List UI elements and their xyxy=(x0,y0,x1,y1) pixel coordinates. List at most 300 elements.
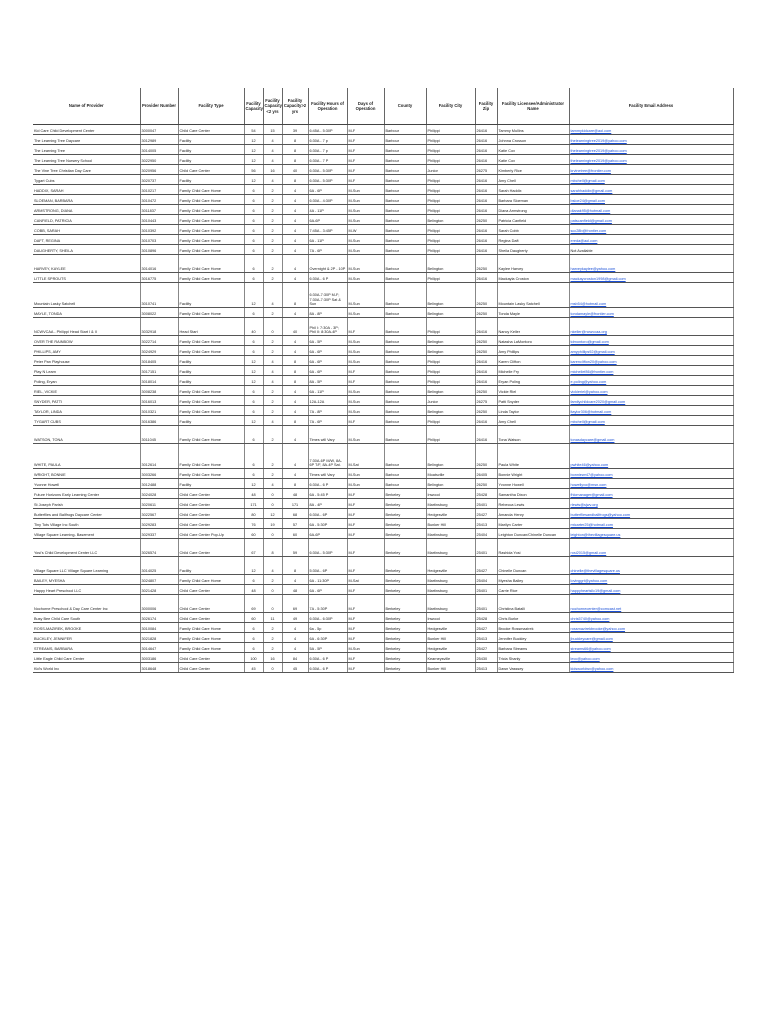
provider-number-cell: 3016013 xyxy=(140,396,178,406)
days-cell: M-F xyxy=(347,509,384,519)
hours-cell: 6A - 6P xyxy=(308,585,347,595)
email-link[interactable]: fhlcmanager@gmail.com xyxy=(570,493,613,498)
header-county: County xyxy=(384,88,426,125)
capacity-cell: 48 xyxy=(244,585,263,595)
administrator-cell: Katie Cox xyxy=(497,145,569,155)
facility-type-cell: Child Care Center xyxy=(178,585,244,595)
hours-cell: 8A - 5P xyxy=(308,376,347,386)
zip-cell: 25413 xyxy=(475,519,497,529)
city-cell: Junior xyxy=(426,165,475,175)
zip-cell: 26250 xyxy=(475,336,497,346)
provider-name-cell: PHILLIPS, AMY xyxy=(33,346,140,356)
capacity-over-2-cell: 4 xyxy=(282,469,308,479)
days-cell: M-Sun xyxy=(347,643,384,653)
email-link[interactable]: msb54@hotmail.com xyxy=(570,302,607,307)
hours-cell: 7:45A - 3:45P xyxy=(308,225,347,235)
capacity-under-2-cell: 4 xyxy=(263,155,282,165)
email-link[interactable]: amyphillips92@gmail.com xyxy=(570,350,615,355)
days-cell: M-F xyxy=(347,519,384,529)
zip-cell: 25428 xyxy=(475,613,497,623)
table-row xyxy=(33,125,733,135)
hours-cell: 7A - 6P xyxy=(308,416,347,426)
email-link[interactable]: michellef86@frontier.com xyxy=(570,370,614,375)
facility-type-cell: Head Start xyxy=(178,318,244,336)
county-cell: Barbour xyxy=(384,245,426,255)
city-cell: Martinsburg xyxy=(426,575,475,585)
hours-cell: 6A - 11:30P xyxy=(308,575,347,585)
email-link[interactable]: mbchell@gmail.com xyxy=(570,420,605,425)
facility-type-cell: Facility xyxy=(178,283,244,308)
capacity-over-2-cell: 8 xyxy=(282,356,308,366)
days-cell: M-F xyxy=(347,529,384,539)
county-cell: Barbour xyxy=(384,416,426,426)
county-cell: Berkeley xyxy=(384,643,426,653)
table-row xyxy=(33,356,733,366)
capacity-over-2-cell: 45 xyxy=(282,663,308,673)
capacity-cell: 6 xyxy=(244,346,263,356)
zip-cell: 26416 xyxy=(475,155,497,165)
provider-name-cell: OVER THE RAINBOW xyxy=(33,336,140,346)
county-cell: Berkeley xyxy=(384,529,426,539)
email-link[interactable]: lecc@yahoo.com xyxy=(570,657,600,662)
email-link[interactable]: lovinggrt@yahoo.com xyxy=(570,579,608,584)
days-cell: M-F xyxy=(347,623,384,633)
administrator-cell: Katie Cox xyxy=(497,155,569,165)
city-cell: Belington xyxy=(426,215,475,225)
email-link[interactable]: scc28b@frontier.com xyxy=(570,229,607,234)
capacity-under-2-cell: 4 xyxy=(263,557,282,575)
county-cell: Barbour xyxy=(384,444,426,469)
capacity-cell: 12 xyxy=(244,479,263,489)
county-cell: Barbour xyxy=(384,195,426,205)
county-cell: Berkeley xyxy=(384,623,426,633)
facility-type-cell: Family Child Care Home xyxy=(178,406,244,416)
county-cell: Berkeley xyxy=(384,499,426,509)
capacity-under-2-cell: 0 xyxy=(263,529,282,539)
administrator-cell: Sarah Haddix xyxy=(497,185,569,195)
city-cell: Philippi xyxy=(426,245,475,255)
capacity-cell: 6 xyxy=(244,575,263,585)
capacity-cell: 6 xyxy=(244,225,263,235)
provider-number-cell: 3022714 xyxy=(140,336,178,346)
hours-cell: 6A - 5P xyxy=(308,336,347,346)
provider-name-cell: CANFIELD, PATRICIA xyxy=(33,215,140,225)
header-provider-name: Name of Provider xyxy=(33,88,140,125)
administrator-cell: Yvonne Howell xyxy=(497,479,569,489)
provider-name-cell: Kid's World Inc xyxy=(33,663,140,673)
capacity-cell: 69 xyxy=(244,595,263,613)
email-link[interactable]: kidsworldwv@yahoo.com xyxy=(570,667,614,672)
provider-name-cell: Village Square Learning- Basement xyxy=(33,529,140,539)
email-cell xyxy=(569,205,733,215)
table-row xyxy=(33,273,733,283)
zip-cell: 26416 xyxy=(475,426,497,444)
county-cell: Barbour xyxy=(384,283,426,308)
days-cell: M-Sun xyxy=(347,386,384,396)
table-row xyxy=(33,613,733,623)
capacity-cell: 6 xyxy=(244,273,263,283)
capacity-over-2-cell: 8 xyxy=(282,366,308,376)
capacity-under-2-cell: 4 xyxy=(263,135,282,145)
email-link[interactable]: leighton@thevillagesquare.us xyxy=(570,533,621,538)
facility-type-cell: Facility xyxy=(178,366,244,376)
email-cell xyxy=(569,376,733,386)
email-link[interactable]: mbchell@gmail.com xyxy=(570,179,605,184)
email-link[interactable]: jbuckleycare@gmail.com xyxy=(570,637,613,642)
days-cell: M-F xyxy=(347,155,384,165)
capacity-over-2-cell: 39 xyxy=(282,125,308,135)
header-hours: Facility Hours of Operation xyxy=(308,88,347,125)
capacity-under-2-cell: 2 xyxy=(263,426,282,444)
email-cell xyxy=(569,595,733,613)
zip-cell: 25427 xyxy=(475,509,497,519)
capacity-under-2-cell: 0 xyxy=(263,585,282,595)
email-link[interactable]: mtcarter25@hotmail.com xyxy=(570,523,613,528)
facility-type-cell: Family Child Care Home xyxy=(178,308,244,318)
provider-name-cell: Kid Care Child Development Center xyxy=(33,125,140,135)
capacity-under-2-cell: 2 xyxy=(263,575,282,585)
days-cell: M-Sun xyxy=(347,479,384,489)
county-cell: Barbour xyxy=(384,308,426,318)
email-link[interactable]: chris5740@yahoo.com xyxy=(570,617,610,622)
capacity-cell: 6 xyxy=(244,623,263,633)
hours-cell: 6A - 6P xyxy=(308,346,347,356)
table-row xyxy=(33,444,733,469)
email-cell xyxy=(569,426,733,444)
administrator-cell: Dawn Vasssey xyxy=(497,663,569,673)
capacity-over-2-cell: 4 xyxy=(282,444,308,469)
email-link[interactable]: happyheartsllc19@gmail.com xyxy=(570,589,621,594)
email-cell xyxy=(569,663,733,673)
table-row xyxy=(33,185,733,195)
facility-type-cell: Facility xyxy=(178,356,244,366)
days-cell: M-Sun xyxy=(347,255,384,273)
provider-name-cell: Peter Pan Playhouse xyxy=(33,356,140,366)
provider-number-cell: 3024028 xyxy=(140,489,178,499)
capacity-cell: 40 xyxy=(244,318,263,336)
capacity-over-2-cell: 49 xyxy=(282,613,308,623)
city-cell: Belington xyxy=(426,406,475,416)
capacity-over-2-cell: 4 xyxy=(282,396,308,406)
facility-type-cell: Facility xyxy=(178,557,244,575)
email-link[interactable]: rosi2015@gmail.com xyxy=(570,551,607,556)
facility-type-cell: Facility xyxy=(178,145,244,155)
facility-type-cell: Facility xyxy=(178,155,244,165)
email-link[interactable]: tdmontoro@gmail.com xyxy=(570,340,609,345)
zip-cell: 26416 xyxy=(475,366,497,376)
email-link[interactable]: thelearningtree2019@yahoo.com xyxy=(570,149,627,154)
email-cell xyxy=(569,416,733,426)
table-row xyxy=(33,376,733,386)
header-city: Facility City xyxy=(426,88,475,125)
email-cell xyxy=(569,318,733,336)
email-link[interactable]: karenclifton20@yahoo.com xyxy=(570,360,617,365)
facility-type-cell: Family Child Care Home xyxy=(178,245,244,255)
email-link[interactable]: thelearningtree2019@yahoo.com xyxy=(570,159,627,164)
table-row xyxy=(33,663,733,673)
facility-type-cell: Family Child Care Home xyxy=(178,215,244,225)
city-cell: Martinsburg xyxy=(426,585,475,595)
zip-cell: 25413 xyxy=(475,663,497,673)
email-cell xyxy=(569,623,733,633)
administrator-cell: Linda Taylor xyxy=(497,406,569,416)
provider-name-cell: DAFT, REGINA xyxy=(33,235,140,245)
capacity-under-2-cell: 8 xyxy=(263,539,282,557)
days-cell: M-F xyxy=(347,135,384,145)
header-capacity-under-2: Facility Capacity <2 yrs xyxy=(263,88,282,125)
email-cell xyxy=(569,633,733,643)
provider-number-cell: 3012989 xyxy=(140,135,178,145)
provider-number-cell: 3010896 xyxy=(140,245,178,255)
email-link[interactable]: bsloe24@gmail.com xyxy=(570,199,605,204)
facility-type-cell: Facility xyxy=(178,376,244,386)
provider-number-cell: 3029337 xyxy=(140,529,178,539)
hours-cell: Times will Vary xyxy=(308,469,347,479)
provider-name-cell: Yosi's Child Development Center LLC xyxy=(33,539,140,557)
city-cell: Martinsburg xyxy=(426,499,475,509)
capacity-under-2-cell: 4 xyxy=(263,376,282,386)
hours-cell: 6:30A - 5:30P xyxy=(308,539,347,557)
capacity-over-2-cell: 4 xyxy=(282,623,308,633)
zip-cell: 26250 xyxy=(475,406,497,416)
hours-cell: 6:30A - 5:30P xyxy=(308,175,347,185)
county-cell: Barbour xyxy=(384,396,426,406)
email-cell xyxy=(569,643,733,653)
email-link[interactable]: harveykaylee@yahoo.com xyxy=(570,267,616,272)
city-cell: Philippi xyxy=(426,225,475,235)
zip-cell: 25430 xyxy=(475,653,497,663)
email-link[interactable]: ereda@aol.com xyxy=(570,239,598,244)
email-cell xyxy=(569,489,733,499)
capacity-cell: 6 xyxy=(244,205,263,215)
email-link[interactable]: chinelle@thevillagesquare.us xyxy=(570,569,620,574)
facility-type-cell: Child Care Center xyxy=(178,509,244,519)
capacity-over-2-cell: 8 xyxy=(282,155,308,165)
city-cell: Philippi xyxy=(426,376,475,386)
capacity-cell: 6 xyxy=(244,444,263,469)
zip-cell: 26416 xyxy=(475,356,497,366)
zip-cell: 26416 xyxy=(475,195,497,205)
provider-number-cell: 3024807 xyxy=(140,575,178,585)
header-provider-number: Provider Number xyxy=(140,88,178,125)
city-cell: Belington xyxy=(426,308,475,318)
provider-name-cell: RIEL, VICKIE xyxy=(33,386,140,396)
email-link[interactable]: tondamayle@frontier.com xyxy=(570,312,614,317)
table-row xyxy=(33,623,733,633)
days-cell: M-Sun xyxy=(347,185,384,195)
capacity-under-2-cell: 0 xyxy=(263,663,282,673)
email-link[interactable]: e.poling@yahoo.com xyxy=(570,380,607,385)
header-capacity-over-2: Facility Capacity>2 yrs xyxy=(282,88,308,125)
provider-number-cell: 3003186 xyxy=(140,653,178,663)
provider-name-cell: The Learning Tree Daycare xyxy=(33,135,140,145)
days-cell: M-Sun xyxy=(347,356,384,366)
provider-name-cell: WHITE, PAULA xyxy=(33,444,140,469)
administrator-cell: Amy Chell xyxy=(497,175,569,185)
provider-name-cell: DAUGHERTY, SHEILA xyxy=(33,245,140,255)
header-administrator: Facility Licensee/Administrator Name xyxy=(497,88,569,125)
administrator-cell: Leighton Duncan/Chinelle Duncan xyxy=(497,529,569,539)
capacity-under-2-cell: 11 xyxy=(263,613,282,623)
capacity-cell: 6 xyxy=(244,245,263,255)
capacity-under-2-cell: 2 xyxy=(263,255,282,273)
capacity-over-2-cell: 8 xyxy=(282,416,308,426)
capacity-under-2-cell: 2 xyxy=(263,623,282,633)
capacity-over-2-cell: 4 xyxy=(282,245,308,255)
capacity-over-2-cell: 4 xyxy=(282,336,308,346)
days-cell: M-Sun xyxy=(347,396,384,406)
email-link[interactable]: mackaycroston1998@gmail.com xyxy=(570,277,626,282)
capacity-under-2-cell: 2 xyxy=(263,185,282,195)
zip-cell: 25413 xyxy=(475,633,497,643)
facility-type-cell: Family Child Care Home xyxy=(178,235,244,245)
hours-cell: 6A - 6P xyxy=(308,366,347,376)
header-facility-type: Facility Type xyxy=(178,88,244,125)
capacity-cell: 48 xyxy=(244,489,263,499)
email-cell xyxy=(569,185,733,195)
email-link[interactable]: tonasdaycare@gmail.com xyxy=(570,438,615,443)
city-cell: Inwood xyxy=(426,489,475,499)
zip-cell: 26416 xyxy=(475,273,497,283)
email-link[interactable]: tammykidcare@aol.com xyxy=(570,129,612,134)
capacity-under-2-cell: 2 xyxy=(263,215,282,225)
provider-name-cell: Butterflies and Ballfrogs Daycare Center xyxy=(33,509,140,519)
days-cell: M-Sat xyxy=(347,444,384,469)
provider-name-cell: Tygart Cubs xyxy=(33,175,140,185)
email-link[interactable]: rossmazirekbrooke@yahoo.com xyxy=(570,627,626,632)
days-cell: M-F xyxy=(347,416,384,426)
email-link[interactable]: howellyvo@msn.com xyxy=(570,483,607,488)
email-cell xyxy=(569,283,733,308)
email-link[interactable]: sarahhaddix@gmail.com xyxy=(570,189,613,194)
provider-number-cell: 3026574 xyxy=(140,539,178,557)
city-cell: Philippi xyxy=(426,366,475,376)
header-zip: Facility Zip xyxy=(475,88,497,125)
email-link[interactable]: patscanfield@gmail.com xyxy=(570,219,612,224)
city-cell: Philippi xyxy=(426,155,475,165)
table-row xyxy=(33,426,733,444)
city-cell: Belington xyxy=(426,255,475,273)
zip-cell: 26416 xyxy=(475,245,497,255)
provider-number-cell: 3014016 xyxy=(140,255,178,273)
capacity-under-2-cell: 2 xyxy=(263,633,282,643)
days-cell: M-F xyxy=(347,489,384,499)
email-link[interactable]: ltaylor306@hotmail.com xyxy=(570,410,612,415)
hours-cell: 6A - 5:45 P xyxy=(308,489,347,499)
city-cell: Kearneysville xyxy=(426,653,475,663)
capacity-cell: 60 xyxy=(244,529,263,539)
email-link[interactable]: bonniewr47@yahoo.com xyxy=(570,473,613,478)
capacity-under-2-cell: 2 xyxy=(263,346,282,356)
table-row xyxy=(33,509,733,519)
capacity-under-2-cell: 16 xyxy=(263,653,282,663)
capacity-under-2-cell: 19 xyxy=(263,519,282,529)
provider-number-cell: 3008022 xyxy=(140,308,178,318)
email-link[interactable]: rlewis@sjwv.org xyxy=(570,503,598,508)
provider-table xyxy=(33,88,734,673)
administrator-cell: Amy Chell xyxy=(497,416,569,426)
administrator-cell: Amanda Henry xyxy=(497,509,569,519)
email-link[interactable]: krvinetree@frontier.com xyxy=(570,169,611,174)
email-link[interactable]: vickieriel@yahoo.com xyxy=(570,390,608,395)
capacity-over-2-cell: 8 xyxy=(282,376,308,386)
zip-cell: 26405 xyxy=(475,469,497,479)
zip-cell: 26250 xyxy=(475,346,497,356)
county-cell: Barbour xyxy=(384,406,426,416)
email-link[interactable]: nochornecenter@comcast.net xyxy=(570,607,622,612)
capacity-under-2-cell: 4 xyxy=(263,356,282,366)
provider-number-cell: 3029283 xyxy=(140,519,178,529)
administrator-cell: Johnna Crosson xyxy=(497,135,569,145)
email-link[interactable]: thelearningtree2019@yahoo.com xyxy=(570,139,627,144)
capacity-cell: 6 xyxy=(244,406,263,416)
county-cell: Barbour xyxy=(384,426,426,444)
provider-number-cell: 3010084 xyxy=(140,623,178,633)
email-cell xyxy=(569,499,733,509)
email-cell xyxy=(569,165,733,175)
zip-cell: 26416 xyxy=(475,416,497,426)
email-cell xyxy=(569,336,733,346)
administrator-cell: Chris Burke xyxy=(497,613,569,623)
email-link[interactable]: familychildcare2020@gmail.com xyxy=(570,400,626,405)
county-cell: Barbour xyxy=(384,125,426,135)
city-cell: Philippi xyxy=(426,356,475,366)
provider-name-cell: Little Eagle Child Care Center xyxy=(33,653,140,663)
zip-cell: 25404 xyxy=(475,529,497,539)
provider-number-cell: 3018648 xyxy=(140,663,178,673)
provider-number-cell: 3026174 xyxy=(140,613,178,623)
capacity-over-2-cell: 4 xyxy=(282,215,308,225)
table-row xyxy=(33,519,733,529)
capacity-over-2-cell: 4 xyxy=(282,195,308,205)
administrator-cell: Diana Armstrong xyxy=(497,205,569,215)
capacity-under-2-cell: 2 xyxy=(263,235,282,245)
provider-name-cell: COBB, SARAH xyxy=(33,225,140,235)
email-link[interactable]: nkeller@ncwvcaa.org xyxy=(570,330,607,335)
capacity-cell: 6 xyxy=(244,308,263,318)
provider-name-cell: BAILEY, MYESHA xyxy=(33,575,140,585)
email-link[interactable]: dianak95@hotmail.com xyxy=(570,209,611,214)
city-cell: Philippi xyxy=(426,205,475,215)
email-link[interactable]: pwhite46@yahoo.com xyxy=(570,463,609,468)
hours-cell: 7A - 8P xyxy=(308,406,347,416)
capacity-cell: 6 xyxy=(244,469,263,479)
hours-cell: 6a - 5p xyxy=(308,623,347,633)
zip-cell: 26416 xyxy=(475,145,497,155)
capacity-over-2-cell: 40 xyxy=(282,318,308,336)
capacity-cell: 6 xyxy=(244,643,263,653)
county-cell: Barbour xyxy=(384,145,426,155)
facility-type-cell: Facility xyxy=(178,479,244,489)
capacity-cell: 100 xyxy=(244,653,263,663)
table-row xyxy=(33,308,733,318)
city-cell: Philippi xyxy=(426,175,475,185)
email-link[interactable]: streams66@yahoo.com xyxy=(570,647,611,652)
email-cell xyxy=(569,557,733,575)
table-row xyxy=(33,469,733,479)
days-cell: M-F xyxy=(347,145,384,155)
administrator-cell: Michelle Fry xyxy=(497,366,569,376)
hours-cell: 6A - 6P xyxy=(308,185,347,195)
provider-number-cell: 3012488 xyxy=(140,479,178,489)
days-cell: M-F xyxy=(347,499,384,509)
header-days: Days of Operation xyxy=(347,88,384,125)
city-cell: Belington xyxy=(426,386,475,396)
email-link[interactable]: butterfliesandballfrogs@yahoo.com xyxy=(570,513,631,518)
days-cell: M-Sun xyxy=(347,195,384,205)
hours-cell: 6A - 5:30P xyxy=(308,519,347,529)
email-cell xyxy=(569,653,733,663)
